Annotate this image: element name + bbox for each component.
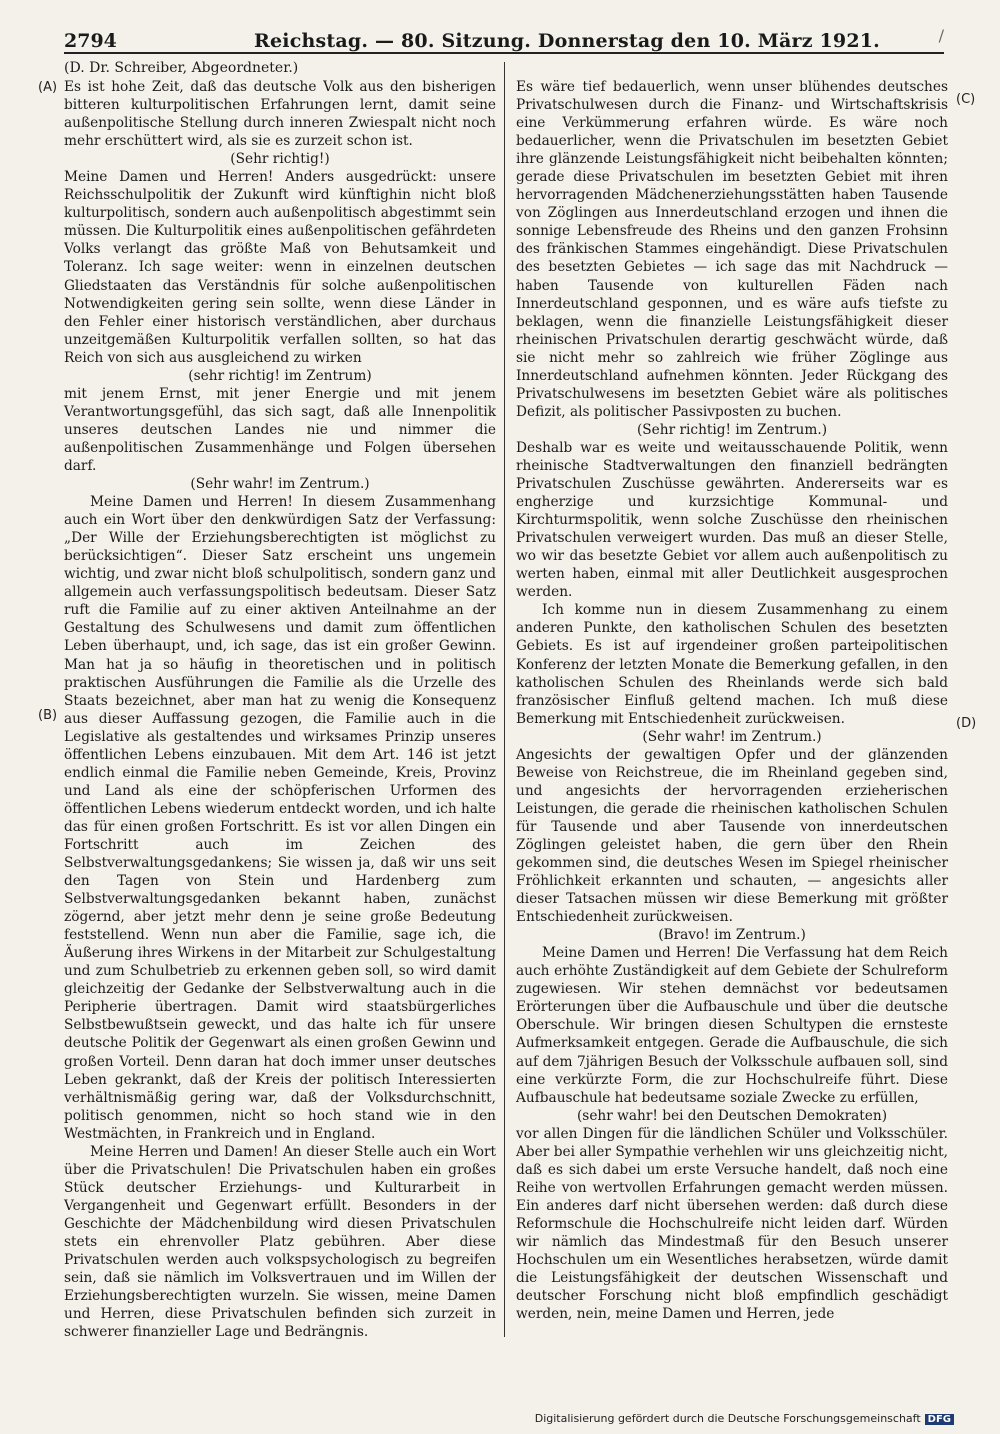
speaker-line: (D. Dr. Schreiber, Abgeordneter.) <box>64 60 299 76</box>
page-number: 2794 <box>64 30 117 52</box>
margin-mark-b: (B) <box>38 708 58 723</box>
paragraph: Meine Damen und Herren! Die Verfassung hat dem Reich auch erhöhte Zuständigkeit auf dem Gebiete der Schulreform zugewiesen. Wir stehen demnächst vor bedeutsamen Erörterungen über die Aufbauschule und über die deutsche Oberschule. Wir bringen diesen Schultypen die ernsteste Aufmerksamkeit entgegen. Gerade die Aufbauschule, die sich auf dem 7jährigen Besuch der Volksschule aufbauen soll, sind eine verkürzte Form, die zur Hochschulreife führt. Diese Aufbauschule hat bedeutsame soziale Zwecke zu erfüllen, <box>516 945 948 1106</box>
running-title: Reichstag. — 80. Sitzung. Donnerstag den 10. März 1921. <box>254 30 880 52</box>
dfg-logo-icon: DFG <box>925 1414 954 1425</box>
paragraph: mit jenem Ernst, mit jener Energie und mit jenem Verantwortungsgefühl, das sich sagt, daß alle Innenpolitik unseres deutschen Landes nie und nimmer die außenpolitischen Zusammenhänge und Folgen übersehen darf. <box>64 385 496 474</box>
interjection: (Sehr wahr! im Zentrum.) <box>642 728 822 745</box>
interjection: (Bravo! im Zentrum.) <box>658 927 806 944</box>
paragraph: Ich komme nun in diesem Zusammenhang zu einem anderen Punkte, den katholischen Schulen des besetzten Gebiets. Es ist auf irgendeiner großen parteipolitischen Konferenz der letzten Monate die Bemerkung gefallen, in den katholischen Schulen des Rheinlands werde sich bald französischer Einfluß geltend machen. Ich muß diese Bemerkung mit Entschiedenheit zurückweisen. <box>516 602 948 727</box>
margin-mark-a: (A) <box>38 80 58 95</box>
paragraph: Meine Damen und Herren! Anders ausgedrückt: unsere Reichsschulpolitik der Zukunft wird künftighin nicht bloß kulturpolitisch, sondern auch außenpolitisch abgestimmt sein müssen. Die Kulturpolitik eines außenpolitischen gefährdeten Volks verlangt das größte Maß von Behutsamkeit und Toleranz. Ich sage weiter: wenn in einzelnen deutschen Gliedstaaten das Verständnis für solche außenpolitischen Notwendigkeiten gering sein sollte, wenn diese Länder in den Fehler einer historisch verständlichen, aber durchaus unzeitgemäßen Kulturpolitik verfallen sollten, so hat das Reich von sich aus ausgleichend zu wirken <box>64 169 496 366</box>
interjection: (sehr wahr! bei den Deutschen Demokraten) <box>576 1107 888 1124</box>
page-header <box>64 26 944 54</box>
interjection: (sehr richtig! im Zentrum) <box>188 367 372 384</box>
margin-mark-c: (C) <box>956 92 976 107</box>
footer-text: Digitalisierung gefördert durch die Deutsche Forschungsgemeinschaft <box>534 1412 921 1425</box>
interjection: (Sehr wahr! im Zentrum.) <box>190 476 370 493</box>
margin-mark-d: (D) <box>956 716 977 731</box>
paragraph: Deshalb war es weite und weitausschauende Politik, wenn rheinische Stadtverwaltungen den finanziell bedrängten Privatschulen Zuschüsse gewährten. Andererseits war es engherzige und kurzsichtige Kommunal- und Kirchturmspolitik, wenn solche Zuschüsse den rheinischen Privatschulen verweigert wurden. Das muß an dieser Stelle, wo wir das besetzte Gebiet vor allem auch außenpolitisch zu werten haben, einmal mit aller Deutlichkeit ausgesprochen werden. <box>516 439 948 601</box>
paragraph: vor allen Dingen für die ländlichen Schüler und Volksschüler. Aber bei aller Sympathie verhehlen wir uns gleichzeitig nicht, daß es sich dabei um erste Versuche handelt, daß noch eine Reihe von wertvollen Erfahrungen gemacht werden müssen. Ein anderes darf nicht übersehen werden: daß durch diese Reformschule die Hochschulreife nicht leiden darf. Würden wir nämlich das Mindestmaß für den Besuch unserer Hochschulen um ein Wesentliches herabsetzen, würde damit die Leistungsfähigkeit der deutschen Wissenschaft und deutscher Forschung nicht bloß empfindlich geschädigt werden, nein, meine Damen und Herren, jede <box>516 1125 948 1323</box>
paragraph: Meine Damen und Herren! In diesem Zusammenhang auch ein Wort über den denkwürdigen Satz der Verfassung: „Der Wille der Erziehungsberechtigten ist möglichst zu berücksichtigen“. Dieser Satz erscheint uns ungemein wichtig, und zwar nicht bloß schulpolitisch, sondern ganz und allgemein auch verfassungspolitisch bedeutsam. Dieser Satz ruft die Familie auf zu einer aktiven Anteilnahme an der Gestaltung des Schulwesens und damit zum öffentlichen Leben überhaupt, und, ich sage, das ist ein großer Gewinn. Man hat ja so häufig in theoretischen und in politisch praktischen Ausführungen die Familie als die Urzelle des Staats bezeichnet, aber man hat zu wenig die Konsequenz aus dieser Auffassung gezogen, die Familie auch in die Legislative als gestaltendes und wirksames Prinzip unseres öffentlichen Lebens einzubauen. Mit dem Art. 146 ist jetzt endlich einmal die Familie neben Gemeinde, Kreis, Provinz und Land als eine der schöpferischen Urformen des öffentlichen Lebens wiederum entdeckt worden, und ich halte das für einen großen Fortschritt. Es ist vor allen Dingen ein Fortschritt auch im Zeichen des Selbstverwaltungsgedankens; Sie wissen ja, daß wir uns seit den Tagen von Stein und Hardenberg zum Selbstverwaltungsgedanken bekannt haben, zunächst zögernd, aber jetzt mehr denn je seine große Bedeutung feststellend. Wenn nun aber die Familie, sage ich, die Äußerung ihres Wirkens in der Mitarbeit zur Schulgestaltung und zum Schulbetrieb zu erkennen geben soll, so wird damit gleichzeitig der Gedanke der Selbstverwaltung auch in die Peripherie übertragen. Damit wird staatsbürgerliches Selbstbewußtsein geweckt, und das halte ich für unsere deutsche Politik der Gegenwart als einen großen Gewinn und großen Vorteil. Denn daran hat doch immer unser deutsches Leben gekrankt, daß der Kreis der politisch Interessierten verhältnismäßig gering war, daß der Volksdurchschnitt, politisch genommen, nicht so hoch stand wie in den Westmächten, in Frankreich und in England. <box>64 494 496 1142</box>
paragraph: Es ist hohe Zeit, daß das deutsche Volk aus den bisherigen bitteren kulturpolitischen Erfahrungen lernt, damit seine außenpolitische Stellung durch inneren Zwiespalt nicht noch mehr erschüttert wird, als sie es zurzeit schon ist. <box>64 79 496 150</box>
digitization-credit <box>535 1412 954 1425</box>
interjection: (Sehr richtig!) <box>230 151 330 168</box>
right-column <box>516 78 948 1323</box>
interjection: (Sehr richtig! im Zentrum.) <box>636 421 828 438</box>
paragraph: Meine Herren und Damen! An dieser Stelle auch ein Wort über die Privatschulen! Die Privatschulen haben ein großes Stück deutscher Erziehungs- und Kulturarbeit in Vergangenheit und Gegenwart erfüllt. Besonders in der Geschichte der Mädchenbildung wird diesen Privatschulen stets ein ehrenvoller Platz gebühren. Aber diese Privatschulen werden auch volkspsychologisch zu begreifen sein, daß sie nämlich im Volksvertrauen und im Willen der Erziehungsberechtigten wurzeln. Sie wissen, meine Damen und Herren, diese Privatschulen befinden sich zurzeit in schwerer finanzieller Lage und Bedrängnis. <box>64 1143 496 1341</box>
column-divider <box>504 62 505 1337</box>
left-column <box>64 78 496 1341</box>
paragraph: Angesichts der gewaltigen Opfer und der glänzenden Beweise von Reichstreue, die im Rheinland gegeben sind, und angesichts der hervorragenden erzieherischen Leistungen, die gerade die rheinischen katholischen Schulen für Tausende und aber Tausende von innerdeutschen Zöglingen geleistet haben, die gern über den Rhein gekommen sind, die deutsches Wesen im Spiegel rheinischer Fröhlichkeit erkannten und schauten, — angesichts aller dieser Tatsachen müssen wir diese Bemerkung mit größter Entschiedenheit zurückweisen. <box>516 746 948 926</box>
corner-mark: / <box>938 26 944 45</box>
paragraph: Es wäre tief bedauerlich, wenn unser blühendes deutsches Privatschulwesen durch die Finanz- und Wirtschaftskrisis eine Verkümmerung erfahren würde. Es wäre noch bedauerlicher, wenn die Privatschulen im besetzten Gebiet ihre glänzende Leistungsfähigkeit nicht beibehalten könnten; gerade diese Privatschulen im besetzten Gebiet mit ihren hervorragenden Mädchenerziehungsstätten haben Tausende von Zöglingen aus Innerdeutschland erzogen und ihnen die sonnige Lebensfreude des Rheins und den ganzen Frohsinn des fränkischen Stammes eingehändigt. Diese Privatschulen des besetzten Gebietes — ich sage das mit Nachdruck — haben Tausende von kulturellen Fäden nach Innerdeutschland gesponnen, und es wäre aufs tiefste zu beklagen, wenn die finanzielle Leistungsfähigkeit dieser rheinischen Privatschulen derartig geschwächt würde, daß sie nicht mehr so zahlreich wie früher Zöglinge aus Innerdeutschland aufnehmen könnten. Jeder Rückgang des Privatschulwesens im besetzten Gebiet wäre als politisches Defizit, als politischer Passivposten zu buchen. <box>516 79 948 420</box>
